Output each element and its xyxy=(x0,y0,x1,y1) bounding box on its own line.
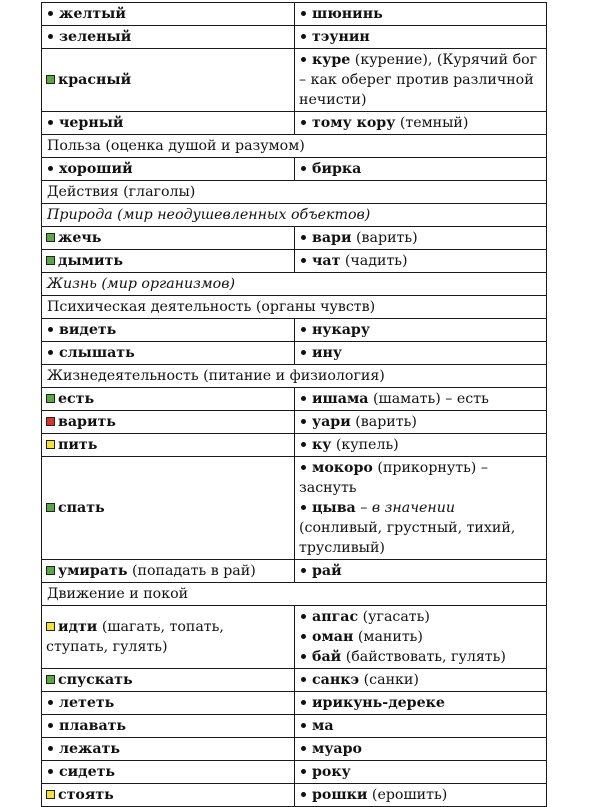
russian-cell xyxy=(42,342,295,365)
entry-word: ину xyxy=(312,345,342,361)
entry xyxy=(299,627,542,647)
bullet-dot-icon xyxy=(48,327,53,332)
translation-cell xyxy=(295,457,547,560)
entry-word: желтый xyxy=(59,6,126,22)
entry xyxy=(46,159,290,179)
entry-note: (купель) xyxy=(335,437,399,453)
entry xyxy=(46,27,290,47)
table-row xyxy=(42,250,547,273)
section-row xyxy=(42,135,547,158)
entry-word: рошки xyxy=(312,787,368,803)
entry xyxy=(299,4,542,24)
russian-cell xyxy=(42,112,295,135)
bullet-dot-icon xyxy=(301,700,306,705)
russian-cell xyxy=(42,457,295,560)
section-row xyxy=(42,273,547,296)
entry-note: (темный) xyxy=(399,115,469,131)
entry xyxy=(46,739,290,759)
entry xyxy=(46,389,290,409)
entry xyxy=(299,739,542,759)
bullet-dot-icon xyxy=(301,57,306,62)
entry-note: (манить) xyxy=(357,629,423,645)
entry-note: (санки) xyxy=(363,672,419,688)
russian-cell xyxy=(42,319,295,342)
entry-word: спать xyxy=(58,500,105,516)
entry-word: нукару xyxy=(312,322,370,338)
table-row xyxy=(42,26,547,49)
bullet-dot-icon xyxy=(301,465,306,470)
entry xyxy=(299,389,542,409)
entry xyxy=(299,50,542,110)
translation-cell xyxy=(295,49,547,112)
translation-cell xyxy=(295,434,547,457)
translation-cell xyxy=(295,3,547,26)
entry-note: (курение), (Курячий бог – как оберег против различной нечисти) xyxy=(299,52,538,108)
bullet-dot-icon xyxy=(48,723,53,728)
entry xyxy=(46,785,290,805)
entry xyxy=(46,4,290,24)
entry-note: (попадать в рай) xyxy=(131,563,256,579)
entry xyxy=(46,693,290,713)
entry-note: (угасать) xyxy=(362,609,430,625)
entry-word: дымить xyxy=(58,253,123,269)
bullet-dot-icon xyxy=(301,442,306,447)
entry-note: – xyxy=(360,500,368,516)
vocabulary-table xyxy=(41,2,547,807)
bullet-dot-icon xyxy=(301,327,306,332)
entry xyxy=(299,498,542,558)
table-row xyxy=(42,3,547,26)
translation-cell xyxy=(295,738,547,761)
entry-word: идти xyxy=(58,619,98,635)
entry xyxy=(299,647,542,667)
entry xyxy=(46,498,290,518)
translation-cell xyxy=(295,560,547,583)
table-row xyxy=(42,761,547,784)
bullet-dot-icon xyxy=(48,746,53,751)
bullet-dot-icon xyxy=(301,166,306,171)
entry xyxy=(46,617,290,657)
section-heading: Природа (мир неодушевленных объектов) xyxy=(42,204,547,227)
section-row xyxy=(42,204,547,227)
bullet-dot-icon xyxy=(301,769,306,774)
color-square-yellow-icon xyxy=(46,440,55,449)
translation-cell xyxy=(295,715,547,738)
table-row xyxy=(42,49,547,112)
entry-note-extra: (сонливый, грустный, тихий, трусливый) xyxy=(299,520,516,556)
table-row xyxy=(42,388,547,411)
table-row xyxy=(42,692,547,715)
entry-word: уари xyxy=(312,414,351,430)
table-row xyxy=(42,784,547,807)
entry-word: тэунин xyxy=(312,29,370,45)
entry-word: зеленый xyxy=(59,29,132,45)
translation-cell xyxy=(295,411,547,434)
entry-word: сидеть xyxy=(59,764,116,780)
russian-cell xyxy=(42,388,295,411)
table-row xyxy=(42,227,547,250)
table-row xyxy=(42,738,547,761)
russian-cell xyxy=(42,784,295,807)
entry-word: тому кору xyxy=(312,115,396,131)
bullet-dot-icon xyxy=(48,769,53,774)
entry xyxy=(299,412,542,432)
color-square-green-icon xyxy=(46,675,55,684)
entry-word: черный xyxy=(59,115,124,131)
color-square-green-icon xyxy=(46,503,55,512)
entry xyxy=(299,561,542,581)
bullet-dot-icon xyxy=(48,34,53,39)
bullet-dot-icon xyxy=(301,746,306,751)
russian-cell xyxy=(42,26,295,49)
russian-cell xyxy=(42,49,295,112)
bullet-dot-icon xyxy=(301,120,306,125)
bullet-dot-icon xyxy=(301,614,306,619)
table-row xyxy=(42,319,547,342)
entry-word: рай xyxy=(312,563,342,579)
table-row xyxy=(42,606,547,669)
color-square-green-icon xyxy=(46,566,55,575)
color-square-red-icon xyxy=(46,417,55,426)
entry xyxy=(46,435,290,455)
translation-cell xyxy=(295,669,547,692)
table-row xyxy=(42,112,547,135)
section-row xyxy=(42,181,547,204)
bullet-dot-icon xyxy=(301,723,306,728)
entry-word: есть xyxy=(58,391,95,407)
translation-cell xyxy=(295,227,547,250)
section-heading: Польза (оценка душой и разумом) xyxy=(42,135,547,158)
bullet-dot-icon xyxy=(301,792,306,797)
entry-word: санкэ xyxy=(312,672,360,688)
russian-cell xyxy=(42,250,295,273)
entry-word: жечь xyxy=(58,230,102,246)
entry-word: умирать xyxy=(58,563,128,579)
entry-word: мокоро xyxy=(312,460,373,476)
table-row xyxy=(42,457,547,560)
entry xyxy=(46,70,290,90)
bullet-dot-icon xyxy=(48,166,53,171)
entry-word: лежать xyxy=(59,741,120,757)
color-square-yellow-icon xyxy=(46,622,55,631)
russian-cell xyxy=(42,560,295,583)
entry xyxy=(299,716,542,736)
section-row xyxy=(42,296,547,319)
entry-word: стоять xyxy=(58,787,114,803)
bullet-dot-icon xyxy=(301,634,306,639)
bullet-dot-icon xyxy=(301,396,306,401)
table-row xyxy=(42,342,547,365)
bullet-dot-icon xyxy=(301,258,306,263)
entry-note-italic: в значении xyxy=(371,500,456,516)
bullet-dot-icon xyxy=(301,350,306,355)
entry-word: року xyxy=(312,764,351,780)
entry-note: (байствовать, гулять) xyxy=(345,649,506,665)
entry-word: варить xyxy=(58,414,116,430)
bullet-dot-icon xyxy=(48,350,53,355)
section-row xyxy=(42,583,547,606)
translation-cell xyxy=(295,158,547,181)
translation-cell xyxy=(295,342,547,365)
translation-cell xyxy=(295,692,547,715)
entry xyxy=(46,670,290,690)
entry xyxy=(299,458,542,498)
entry xyxy=(299,670,542,690)
entry-word: красный xyxy=(58,72,132,88)
entry xyxy=(299,435,542,455)
entry-word: вари xyxy=(312,230,352,246)
entry-word: оман xyxy=(312,629,354,645)
entry-word: пить xyxy=(58,437,98,453)
table-row xyxy=(42,434,547,457)
entry xyxy=(299,251,542,271)
russian-cell xyxy=(42,434,295,457)
table-row xyxy=(42,158,547,181)
russian-cell xyxy=(42,3,295,26)
russian-cell xyxy=(42,715,295,738)
bullet-dot-icon xyxy=(301,419,306,424)
entry-word: цыва xyxy=(312,500,356,516)
vocabulary-table-body xyxy=(42,3,547,807)
color-square-yellow-icon xyxy=(46,790,55,799)
entry xyxy=(46,762,290,782)
table-row xyxy=(42,669,547,692)
entry xyxy=(46,113,290,133)
color-square-green-icon xyxy=(46,75,55,84)
entry xyxy=(299,693,542,713)
translation-cell xyxy=(295,761,547,784)
entry-word: спускать xyxy=(58,672,133,688)
section-heading: Жизнедеятельность (питание и физиология) xyxy=(42,365,547,388)
translation-cell xyxy=(295,784,547,807)
entry-word: куре xyxy=(312,52,351,68)
bullet-dot-icon xyxy=(301,34,306,39)
translation-cell xyxy=(295,26,547,49)
russian-cell xyxy=(42,411,295,434)
russian-cell xyxy=(42,738,295,761)
russian-cell xyxy=(42,692,295,715)
color-square-green-icon xyxy=(46,233,55,242)
entry xyxy=(46,561,290,581)
section-heading: Движение и покой xyxy=(42,583,547,606)
entry xyxy=(46,251,290,271)
bullet-dot-icon xyxy=(48,120,53,125)
entry-word: ирикунь-дереке xyxy=(312,695,445,711)
entry xyxy=(46,412,290,432)
entry xyxy=(299,228,542,248)
russian-cell xyxy=(42,158,295,181)
entry-note: (варить) xyxy=(355,414,417,430)
entry-note: (варить) xyxy=(356,230,418,246)
entry-word: чат xyxy=(312,253,341,269)
entry xyxy=(299,113,542,133)
entry xyxy=(46,320,290,340)
table-row xyxy=(42,715,547,738)
bullet-dot-icon xyxy=(301,568,306,573)
entry-word: плавать xyxy=(59,718,127,734)
entry-word: шюнинь xyxy=(312,6,383,22)
bullet-dot-icon xyxy=(301,505,306,510)
entry-note: (шагать, топать, ступать, гулять) xyxy=(46,619,224,655)
section-heading: Психическая деятельность (органы чувств) xyxy=(42,296,547,319)
entry xyxy=(299,27,542,47)
entry xyxy=(46,343,290,363)
translation-cell xyxy=(295,250,547,273)
entry xyxy=(46,716,290,736)
russian-cell xyxy=(42,227,295,250)
entry-word: апгас xyxy=(312,609,359,625)
russian-cell xyxy=(42,761,295,784)
entry-word: бирка xyxy=(312,161,362,177)
table-row xyxy=(42,411,547,434)
entry-word: ишама xyxy=(312,391,369,407)
translation-cell xyxy=(295,319,547,342)
entry-word: хороший xyxy=(59,161,133,177)
translation-cell xyxy=(295,606,547,669)
russian-cell xyxy=(42,606,295,669)
russian-cell xyxy=(42,669,295,692)
entry xyxy=(299,320,542,340)
entry xyxy=(46,228,290,248)
entry-word: бай xyxy=(312,649,342,665)
bullet-dot-icon xyxy=(48,700,53,705)
section-heading: Действия (глаголы) xyxy=(42,181,547,204)
entry-note: (шамать) – есть xyxy=(373,391,489,407)
entry-note: (чадить) xyxy=(344,253,408,269)
entry xyxy=(299,159,542,179)
bullet-dot-icon xyxy=(301,677,306,682)
entry xyxy=(299,343,542,363)
bullet-dot-icon xyxy=(301,654,306,659)
entry-word: муаро xyxy=(312,741,362,757)
entry-note: (ерошить) xyxy=(371,787,448,803)
bullet-dot-icon xyxy=(301,235,306,240)
entry-word: видеть xyxy=(59,322,117,338)
section-heading: Жизнь (мир организмов) xyxy=(42,273,547,296)
section-row xyxy=(42,365,547,388)
entry-word: ма xyxy=(312,718,334,734)
entry xyxy=(299,607,542,627)
entry-note: (прикорнуть) – заснуть xyxy=(299,460,488,496)
bullet-dot-icon xyxy=(301,11,306,16)
entry xyxy=(299,762,542,782)
translation-cell xyxy=(295,388,547,411)
color-square-green-icon xyxy=(46,256,55,265)
entry-word: лететь xyxy=(59,695,115,711)
translation-cell xyxy=(295,112,547,135)
entry-word: ку xyxy=(312,437,332,453)
entry xyxy=(299,785,542,805)
table-row xyxy=(42,560,547,583)
color-square-green-icon xyxy=(46,394,55,403)
entry-word: слышать xyxy=(59,345,135,361)
bullet-dot-icon xyxy=(48,11,53,16)
